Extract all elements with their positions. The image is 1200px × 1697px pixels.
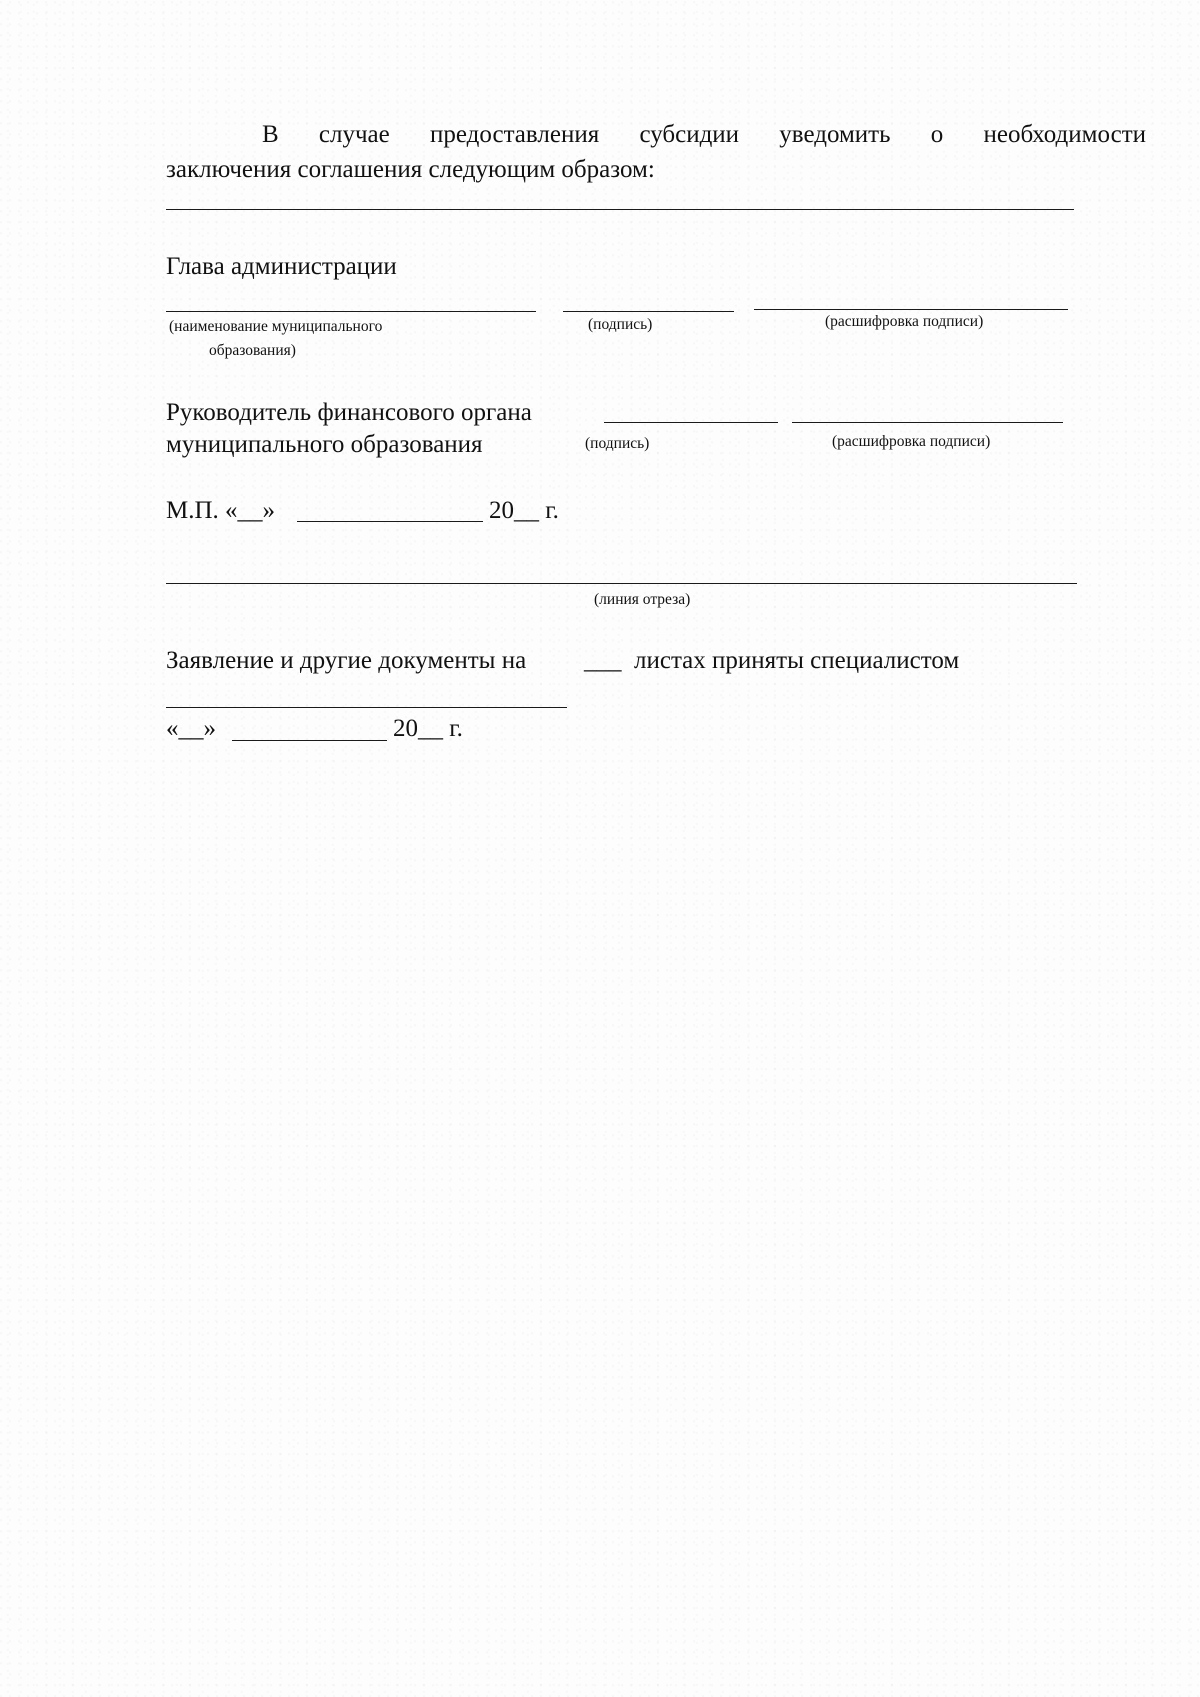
caption-municipality-line-2: образования) <box>209 342 296 359</box>
caption-finance-head-signature: (подпись) <box>585 435 650 452</box>
receipt-sheets-blank: ___ <box>584 647 622 674</box>
receipt-text-b: листах приняты специалистом <box>634 647 960 674</box>
municipality-name-line <box>166 311 536 312</box>
caption-head-admin-decoding: (расшифровка подписи) <box>825 313 984 330</box>
receipt-date-year: 20__ г. <box>393 715 463 742</box>
cut-line <box>166 583 1077 584</box>
notice-line-2: заключения соглашения следующим образом: <box>166 156 655 183</box>
stamp-date-mp: М.П. «__» <box>166 497 276 524</box>
caption-finance-head-decoding: (расшифровка подписи) <box>832 433 991 450</box>
receipt-date-month-line <box>232 740 387 741</box>
receipt-date-day: «__» <box>166 715 216 742</box>
finance-head-signature-line <box>604 422 778 423</box>
caption-head-admin-signature: (подпись) <box>588 316 653 333</box>
head-admin-decoding-line <box>754 309 1068 310</box>
stamp-date-month-line <box>297 521 483 522</box>
head-admin-title: Глава администрации <box>166 253 397 280</box>
caption-municipality-line-1: (наименование муниципального <box>169 318 383 335</box>
notice-line-1: В случае предоставления субсидии уведомить о необходимости <box>262 121 1146 148</box>
stamp-date-year: 20__ г. <box>489 497 559 524</box>
finance-head-line-1: Руководитель финансового органа <box>166 399 532 426</box>
finance-head-line-2: муниципального образования <box>166 431 483 458</box>
head-admin-signature-line <box>563 311 734 312</box>
finance-head-decoding-line <box>792 422 1063 423</box>
cut-line-label: (линия отреза) <box>594 591 691 608</box>
notice-fill-line <box>166 209 1074 210</box>
specialist-name-line <box>166 707 567 708</box>
receipt-text-a: Заявление и другие документы на <box>166 647 527 674</box>
